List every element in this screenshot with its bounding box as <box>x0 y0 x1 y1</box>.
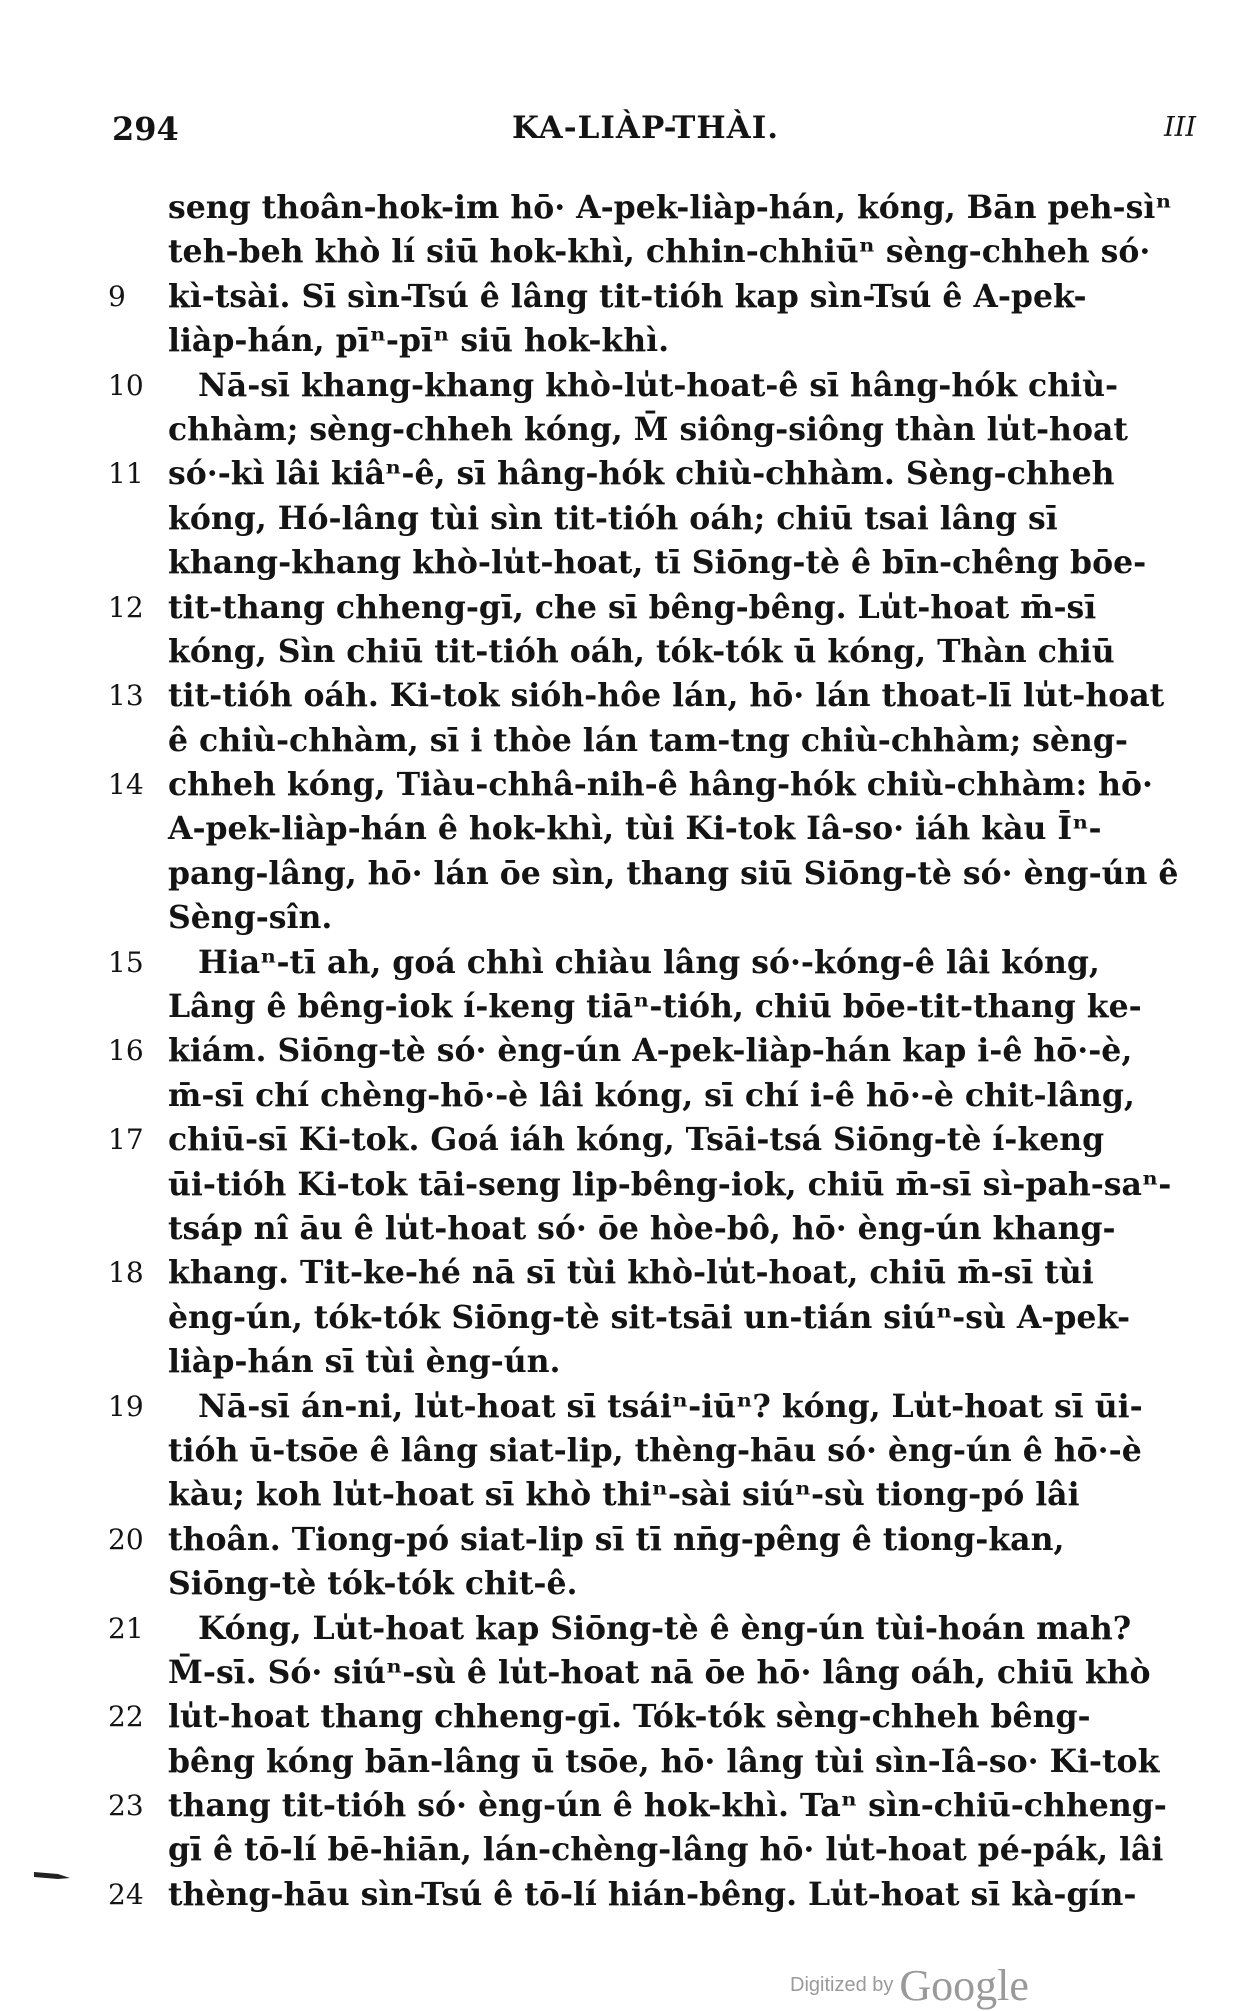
text-line <box>0 1473 1249 1517</box>
running-title: KA-LIÀP-THÀI. <box>512 110 780 146</box>
line-text: Lâng ê bêng-iok í-keng tiāⁿ-tióh, chiū bōe-tit-thang ke- <box>168 988 1142 1026</box>
text-line <box>0 896 1249 940</box>
page-number: 294 <box>112 110 179 148</box>
line-text: khang-khang khò-lu̍t-hoat, tī Siōng-tè ê bīn-chêng bōe- <box>168 544 1147 582</box>
line-text: lu̍t-hoat thang chheng-gī. Tók-tók sèng-chheh bêng- <box>168 1698 1091 1736</box>
page-header <box>112 110 1212 160</box>
verse-number: 9 <box>108 279 126 313</box>
text-line <box>0 1740 1249 1784</box>
text-line <box>0 719 1249 763</box>
line-text: èng-ún, tók-tók Siōng-tè sit-tsāi un-tián siúⁿ-sù A-pek- <box>168 1298 1131 1336</box>
text-line <box>0 408 1249 452</box>
line-text: tióh ū-tsōe ê lâng siat-lip, thèng-hāu só· èng-ún ê hō·-è <box>168 1431 1142 1469</box>
text-line <box>0 586 1249 630</box>
text-line <box>0 1207 1249 1251</box>
line-text: seng thoân-hok-im hō· A-pek-liàp-hán, kóng, Bān peh-sìⁿ <box>168 189 1172 226</box>
text-line <box>0 674 1249 718</box>
line-text: thang tit-tióh só· èng-ún ê hok-khì. Taⁿ sìn-chiū-chheng- <box>168 1787 1167 1825</box>
line-text: thoân. Tiong-pó siat-lip sī tī nn̄g-pêng ê tiong-kan, <box>168 1520 1065 1558</box>
verse-number: 23 <box>108 1789 144 1823</box>
line-text: chhàm; sèng-chheh kóng, M̄ siông-siông thàn lu̍t-hoat <box>168 410 1128 448</box>
text-line <box>0 541 1249 585</box>
text-line <box>0 1429 1249 1473</box>
line-text: pang-lâng, hō· lán ōe sìn, thang siū Siōng-tè só· èng-ún ê <box>168 854 1179 892</box>
text-line <box>0 1296 1249 1340</box>
text-line <box>0 763 1249 807</box>
verse-number: 13 <box>108 679 144 713</box>
text-line <box>0 985 1249 1029</box>
verse-number: 12 <box>108 590 144 624</box>
line-text: kiám. Siōng-tè só· èng-ún A-pek-liàp-hán kap i-ê hō·-è, <box>168 1032 1133 1070</box>
verse-number: 18 <box>108 1256 144 1290</box>
text-line <box>0 319 1249 363</box>
text-line <box>0 1607 1249 1651</box>
line-text: chheh kóng, Tiàu-chhâ-nih-ê hâng-hók chiù-chhàm: hō· <box>168 766 1153 804</box>
text-line <box>0 275 1249 319</box>
text-line <box>0 1074 1249 1118</box>
line-text: M̄-sī. Só· siúⁿ-sù ê lu̍t-hoat nā ōe hō· lâng oáh, chiū khò <box>168 1653 1151 1691</box>
text-line <box>0 452 1249 496</box>
line-text: thèng-hāu sìn-Tsú ê tō-lí hián-bêng. Lu̍t-hoat sī kà-gín- <box>168 1875 1137 1913</box>
line-text: Nā-sī khang-khang khò-lu̍t-hoat-ê sī hâng-hók chiù- <box>198 366 1119 404</box>
line-text: só·-kì lâi kiâⁿ-ê, sī hâng-hók chiù-chhàm. Sèng-chheh <box>168 455 1115 493</box>
verse-number: 14 <box>108 768 144 802</box>
line-text: kóng, Hó-lâng tùi sìn tit-tióh oáh; chiū tsai lâng sī <box>168 499 1058 537</box>
text-line <box>0 852 1249 896</box>
google-wordmark: Google <box>899 1961 1029 2010</box>
line-text: liàp-hán, pīⁿ-pīⁿ siū hok-khì. <box>168 322 670 360</box>
line-text: Sèng-sîn. <box>168 899 333 937</box>
text-line <box>0 1029 1249 1073</box>
text-line <box>0 1828 1249 1872</box>
line-text: ūi-tióh Ki-tok tāi-seng lip-bêng-iok, chiū m̄-sī sì-pah-saⁿ- <box>168 1165 1172 1203</box>
verse-number: 15 <box>108 945 144 979</box>
verse-number: 19 <box>108 1389 144 1423</box>
text-line <box>0 1873 1249 1917</box>
line-text: bêng kóng bān-lâng ū tsōe, hō· lâng tùi sìn-Iâ-so· Ki-tok <box>168 1742 1160 1780</box>
digitization-watermark <box>790 1960 1029 2008</box>
line-text: kì-tsài. Sī sìn-Tsú ê lâng tit-tióh kap sìn-Tsú ê A-pek- <box>168 277 1087 315</box>
verse-number: 21 <box>108 1611 144 1645</box>
text-line <box>0 497 1249 541</box>
line-text: Kóng, Lu̍t-hoat kap Siōng-tè ê èng-ún tùi-hoán mah? <box>198 1609 1132 1647</box>
text-line <box>0 1651 1249 1695</box>
verse-number: 20 <box>108 1522 144 1556</box>
text-line <box>0 1562 1249 1606</box>
text-body <box>0 186 1249 1917</box>
text-line <box>0 1784 1249 1828</box>
text-line <box>0 1385 1249 1429</box>
line-text: teh-beh khò lí siū hok-khì, chhin-chhiūⁿ sèng-chheh só· <box>168 233 1151 271</box>
verse-number: 16 <box>108 1034 144 1068</box>
pointing-hand-icon <box>32 1866 72 1884</box>
text-line <box>0 1251 1249 1295</box>
text-line <box>0 630 1249 674</box>
text-line <box>0 1118 1249 1162</box>
text-line <box>0 807 1249 851</box>
text-line <box>0 941 1249 985</box>
verse-number: 11 <box>108 457 144 491</box>
verse-number: 10 <box>108 368 144 402</box>
line-text: gī ê tō-lí bē-hiān, lán-chèng-lâng hō· lu̍t-hoat pé-pák, lâi <box>168 1831 1164 1869</box>
verse-number: 17 <box>108 1123 144 1157</box>
text-line <box>0 230 1249 274</box>
chapter-number: III <box>1164 112 1196 143</box>
line-text: kàu; koh lu̍t-hoat sī khò thiⁿ-sài siúⁿ-sù tiong-pó lâi <box>168 1476 1080 1514</box>
text-line <box>0 186 1249 230</box>
line-text: ê chiù-chhàm, sī i thòe lán tam-tng chiù-chhàm; sèng- <box>168 721 1128 759</box>
line-text: liàp-hán sī tùi èng-ún. <box>168 1343 561 1381</box>
line-text: tit-tióh oáh. Ki-tok sióh-hôe lán, hō· lán thoat-lī lu̍t-hoat <box>168 677 1165 715</box>
text-line <box>0 364 1249 408</box>
line-text: A-pek-liàp-hán ê hok-khì, tùi Ki-tok Iâ-so· iáh kàu Īⁿ- <box>168 810 1102 848</box>
line-text: Siōng-tè tók-tók chit-ê. <box>168 1565 578 1603</box>
text-line <box>0 1340 1249 1384</box>
text-line <box>0 1518 1249 1562</box>
line-text: m̄-sī chí chèng-hō·-è lâi kóng, sī chí i-ê hō·-è chit-lâng, <box>168 1076 1135 1114</box>
text-line <box>0 1695 1249 1739</box>
verse-number: 24 <box>108 1877 144 1911</box>
line-text: kóng, Sìn chiū tit-tióh oáh, tók-tók ū kóng, Thàn chiū <box>168 632 1115 670</box>
line-text: tsáp nî āu ê lu̍t-hoat só· ōe hòe-bô, hō· èng-ún khang- <box>168 1209 1116 1247</box>
line-text: tit-thang chheng-gī, che sī bêng-bêng. Lu̍t-hoat m̄-sī <box>168 588 1097 626</box>
text-line <box>0 1163 1249 1207</box>
verse-number: 22 <box>108 1700 144 1734</box>
line-text: khang. Tit-ke-hé nā sī tùi khò-lu̍t-hoat, chiū m̄-sī tùi <box>168 1254 1094 1292</box>
line-text: chiū-sī Ki-tok. Goá iáh kóng, Tsāi-tsá Siōng-tè í-keng <box>168 1121 1105 1159</box>
digitized-by-label: Digitized by <box>790 1974 894 1996</box>
line-text: Hiaⁿ-tī ah, goá chhì chiàu lâng só·-kóng-ê lâi kóng, <box>198 943 1100 981</box>
line-text: Nā-sī án-ni, lu̍t-hoat sī tsáiⁿ-iūⁿ? kóng, Lu̍t-hoat sī ūi- <box>198 1387 1143 1425</box>
